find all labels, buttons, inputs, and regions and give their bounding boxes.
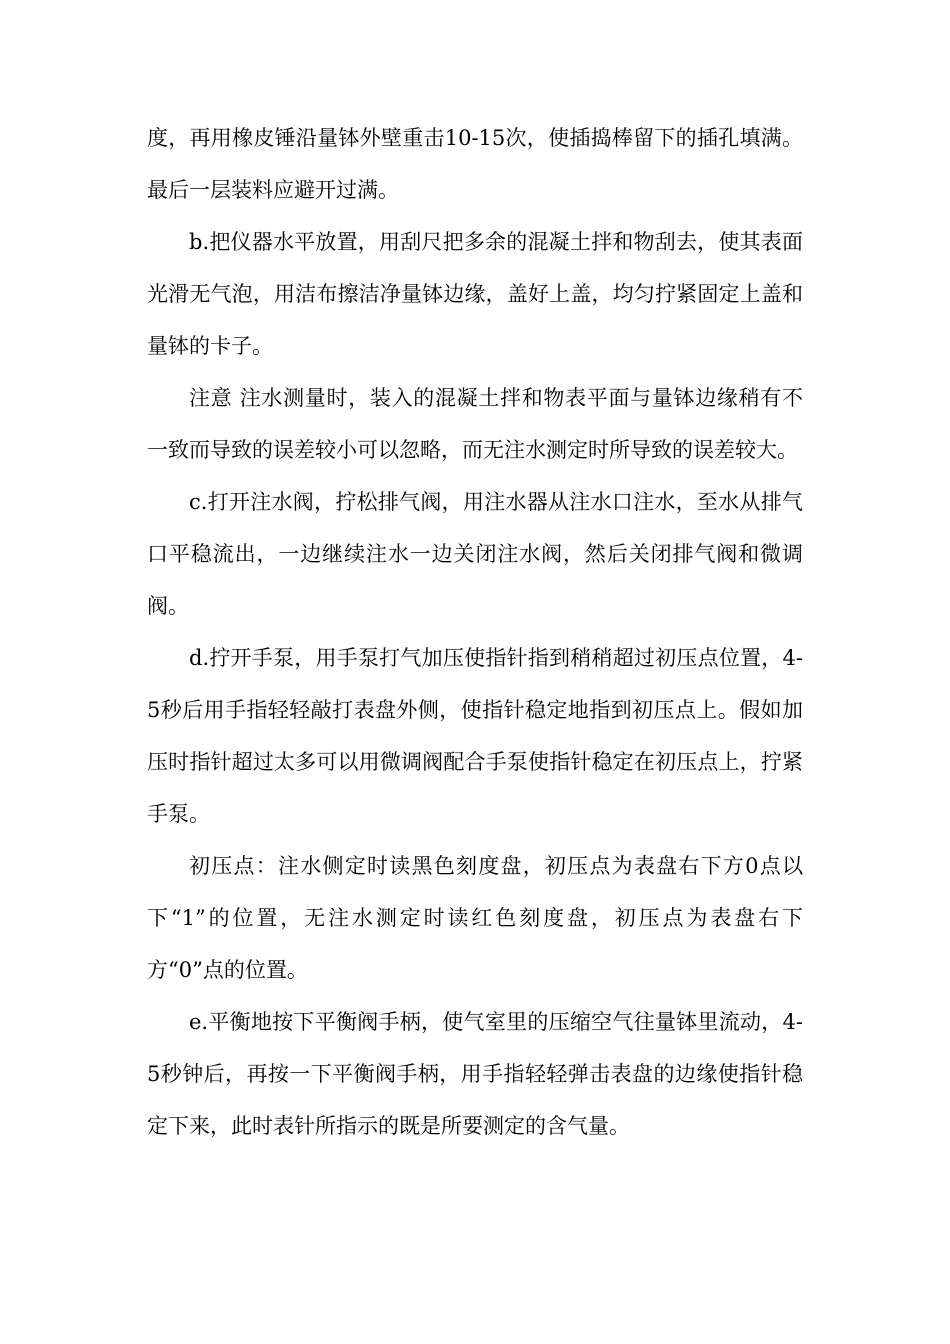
paragraph-step-b: b.把仪器水平放置，用刮尺把多余的混凝土拌和物刮去，使其表面光滑无气泡，用洁布擦洁净量钵边缘，盖好上盖，均匀拧紧固定上盖和量钵的卡子。: [147, 230, 803, 358]
paragraph-initial-pressure: 初压点：注水侧定时读黑色刻度盘，初压点为表盘右下方0点以下“1”的位置，无注水测定时读红色刻度盘，初压点为表盘右下方“0”点的位置。: [147, 854, 803, 982]
paragraph-step-d: d.拧开手泵，用手泵打气加压使指针指到稍稍超过初压点位置，4-5秒后用手指轻轻敲打表盘外侧，使指针稳定地指到初压点上。假如加压时指针超过太多可以用微调阀配合手泵使指针稳定在初压点上，拧紧手泵。: [147, 646, 803, 826]
paragraph-note: 注意 注水测量时，装入的混凝土拌和物表平面与量钵边缘稍有不一致而导致的误差较小可以忽略，而无注水测定时所导致的误差较大。: [147, 386, 803, 462]
paragraph-continuation: 度，再用橡皮锤沿量钵外壁重击10-15次，使插捣棒留下的插孔填满。最后一层装料应避开过满。: [147, 126, 803, 202]
paragraph-step-e: e.平衡地按下平衡阀手柄，使气室里的压缩空气往量钵里流动，4-5秒钟后，再按一下平衡阀手柄，用手指轻轻弹击表盘的边缘使指针稳定下来，此时表针所指示的既是所要测定的含气量。: [147, 1010, 803, 1138]
paragraph-step-c: c.打开注水阀，拧松排气阀，用注水器从注水口注水，至水从排气口平稳流出，一边继续注水一边关闭注水阀，然后关闭排气阀和微调阀。: [147, 490, 803, 618]
document-body: [147, 112, 803, 1152]
